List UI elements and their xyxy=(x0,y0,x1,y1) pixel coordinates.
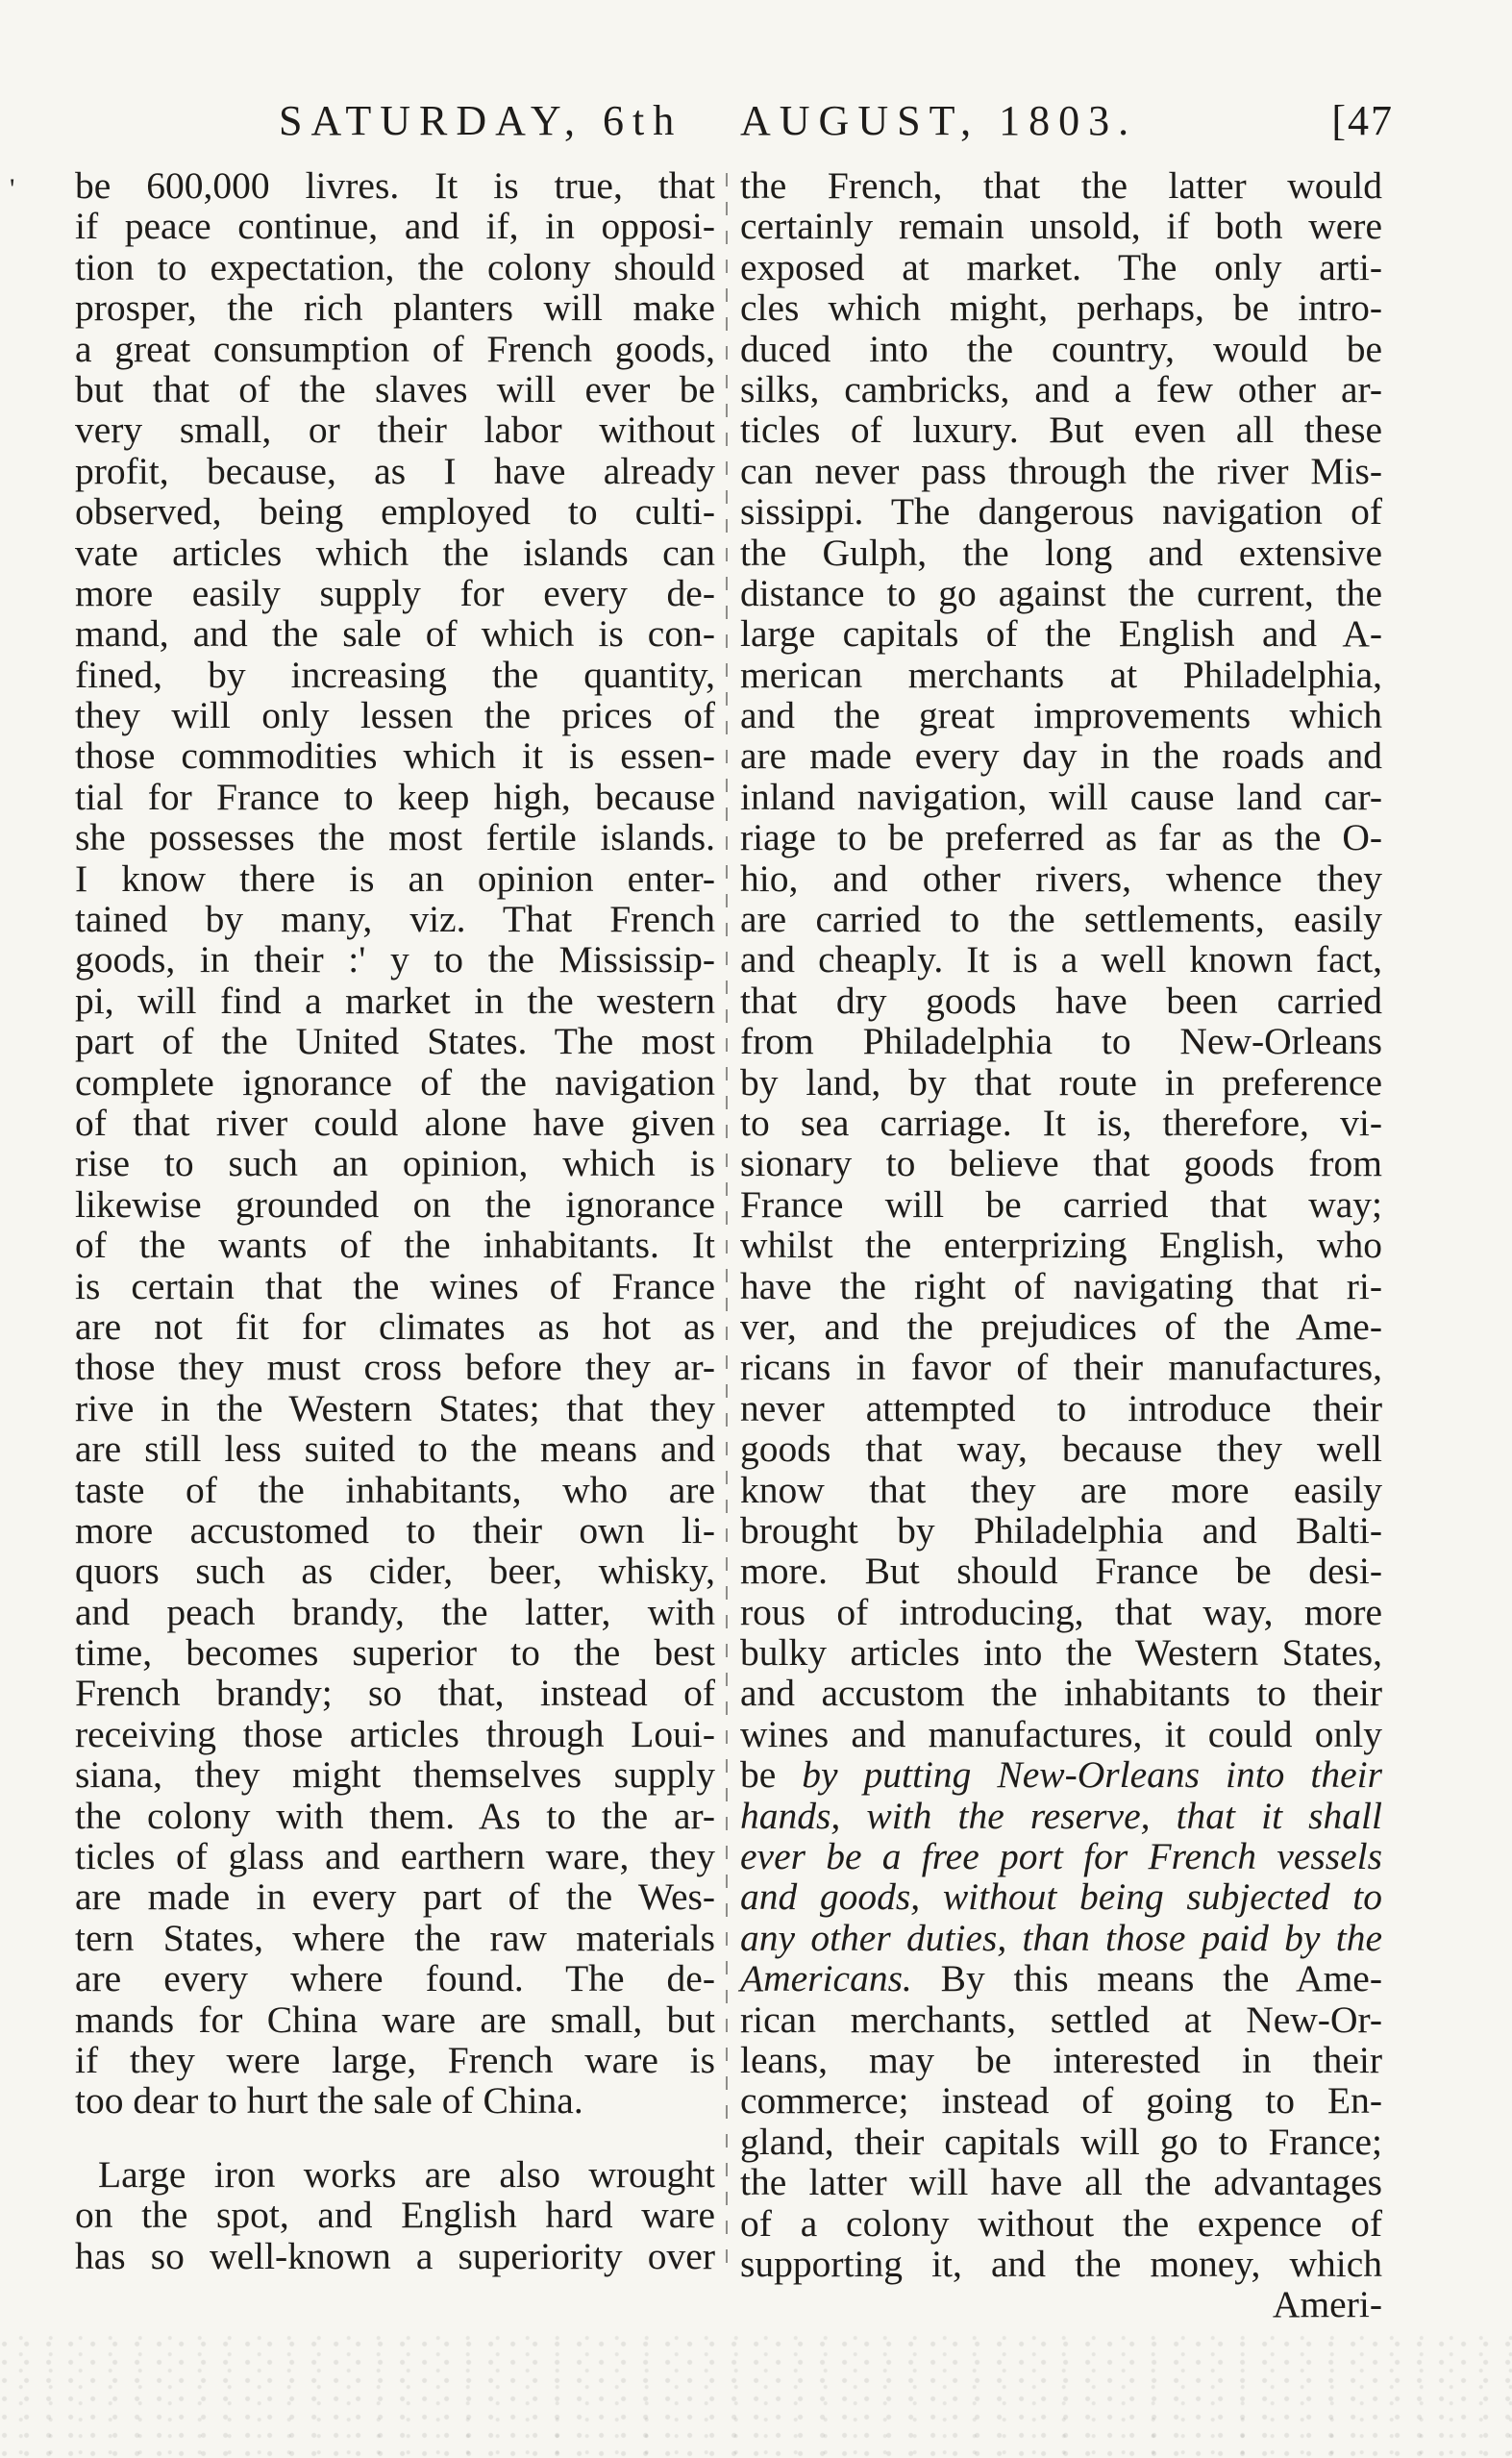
text-plain: By this means the Ame- xyxy=(911,1957,1382,2000)
text-line: and accustom the inhabitants to their xyxy=(740,1672,1382,1715)
text-line: more. But should France be desi- xyxy=(740,1550,1382,1593)
text-line: if peace continue, and if, in opposi- xyxy=(75,205,715,248)
text-line: rous of introducing, that way, more xyxy=(740,1590,1382,1633)
text-line: vate articles which the islands can xyxy=(75,531,715,574)
text-line: I know there is an opinion enter- xyxy=(75,857,715,900)
text-line: are made every day in the roads and xyxy=(740,734,1382,778)
text-line: more accustomed to their own li- xyxy=(75,1508,715,1552)
text-line: the latter will have all the advantages xyxy=(740,2161,1382,2204)
text-line: can never pass through the river Mis- xyxy=(740,449,1382,492)
text-line: has so well-known a superiority over xyxy=(75,2234,715,2277)
text-line: the Gulph, the long and extensive xyxy=(740,531,1382,574)
text-line: sionary to believe that goods from xyxy=(740,1142,1382,1185)
text-line: bulky articles into the Western States, xyxy=(740,1631,1382,1675)
text-line: by land, by that route in preference xyxy=(740,1060,1382,1104)
text-line: and peach brandy, the latter, with xyxy=(75,1590,715,1633)
text-line: observed, being employed to culti- xyxy=(75,490,715,534)
text-line: more easily supply for every de- xyxy=(75,571,715,614)
text-line: but that of the slaves will ever be xyxy=(75,367,715,410)
text-line: pi, will find a market in the western xyxy=(75,979,715,1022)
page-number: [47 xyxy=(1331,97,1394,144)
text-line: fined, by increasing the quantity, xyxy=(75,653,715,696)
text-line: large capitals of the English and A- xyxy=(740,612,1382,656)
text-line: merican merchants at Philadelphia, xyxy=(740,653,1382,696)
text-line: Large iron works are also wrought xyxy=(98,2152,715,2196)
text-line: distance to go against the current, the xyxy=(740,571,1382,614)
text-line: gland, their capitals will go to France; xyxy=(740,2120,1382,2163)
text-line: mand, and the sale of which is con- xyxy=(75,612,715,656)
text-line: receiving those articles through Loui- xyxy=(75,1712,715,1755)
text-line: are every where found. The de- xyxy=(75,1957,715,2000)
text-line: sissippi. The dangerous navigation of xyxy=(740,490,1382,534)
left-column-paragraph-1 xyxy=(75,165,715,2122)
text-line: quors such as cider, beer, whisky, xyxy=(75,1550,715,1593)
text-line: cles which might, perhaps, be intro- xyxy=(740,286,1382,330)
right-column-tail xyxy=(740,1999,1382,2285)
text-line: the colony with them. As to the ar- xyxy=(75,1794,715,1837)
text-line: ticles of luxury. But even all these xyxy=(740,409,1382,452)
paper-speckle xyxy=(0,2333,1512,2458)
text-line: are still less suited to the means and xyxy=(75,1428,715,1471)
text-line: supporting it, and the money, which xyxy=(740,2242,1382,2285)
text-line: France will be carried that way; xyxy=(740,1182,1382,1226)
text-line: likewise grounded on the ignorance xyxy=(75,1182,715,1226)
text-line: a great consumption of French goods, xyxy=(75,327,715,370)
text-line: brought by Philadelphia and Balti- xyxy=(740,1508,1382,1552)
text-plain: be xyxy=(740,1753,803,1797)
right-column-paragraph xyxy=(740,165,1382,1754)
header-date-right: AUGUST, 1803. xyxy=(740,97,1138,144)
text-line: mands for China ware are small, but xyxy=(75,1998,715,2041)
column-divider xyxy=(726,173,728,2269)
page-header xyxy=(279,96,1394,154)
text-line: taste of the inhabitants, who are xyxy=(75,1468,715,1511)
text-line: have the right of navigating that ri- xyxy=(740,1264,1382,1307)
text-line: is certain that the wines of France xyxy=(75,1264,715,1307)
text-line: silks, cambricks, and a few other ar- xyxy=(740,367,1382,410)
text-line: tion to expectation, the colony should xyxy=(75,245,715,288)
header-date-left: SATURDAY, 6th xyxy=(279,97,683,144)
text-line: goods that way, because they well xyxy=(740,1428,1382,1471)
text-line: very small, or their labor without xyxy=(75,409,715,452)
text-line: hands, with the reserve, that it shall xyxy=(740,1794,1382,1837)
text-line: and cheaply. It is a well known fact, xyxy=(740,938,1382,981)
text-line: to sea carriage. It is, therefore, vi- xyxy=(740,1101,1382,1144)
text-italic: by putting New-Orleans into their xyxy=(802,1753,1382,1797)
left-column xyxy=(75,165,715,2276)
text-line: rise to such an opinion, which is xyxy=(75,1142,715,1185)
text-line: they will only lessen the prices of xyxy=(75,694,715,737)
text-line: ricans in favor of their manufactures, xyxy=(740,1346,1382,1389)
text-line: leans, may be interested in their xyxy=(740,2038,1382,2081)
text-line: part of the United States. The most xyxy=(75,1020,715,1063)
text-line: those they must cross before they ar- xyxy=(75,1346,715,1389)
text-line: siana, they might themselves supply xyxy=(75,1753,715,1797)
text-line: commerce; instead of going to En- xyxy=(740,2079,1382,2123)
margin-mark: ' xyxy=(10,173,15,205)
text-line: French brandy; so that, instead of xyxy=(75,1672,715,1715)
text-line: rican merchants, settled at New-Or- xyxy=(740,1998,1382,2041)
text-line: are not fit for climates as hot as xyxy=(75,1304,715,1348)
text-line: and the great improvements which xyxy=(740,694,1382,737)
text-line: any other duties, than those paid by the xyxy=(740,1916,1382,1959)
text-line: know that they are more easily xyxy=(740,1468,1382,1511)
text-line: the French, that the latter would xyxy=(740,164,1382,207)
text-line: that dry goods have been carried xyxy=(740,979,1382,1022)
text-line-mixed-1 xyxy=(740,1754,1382,1795)
text-line: ticles of glass and earthern ware, they xyxy=(75,1835,715,1878)
text-line: be 600,000 livres. It is true, that xyxy=(75,164,715,207)
text-line: ver, and the prejudices of the Ame- xyxy=(740,1304,1382,1348)
text-line: she possesses the most fertile islands. xyxy=(75,816,715,859)
text-line: riage to be preferred as far as the O- xyxy=(740,816,1382,859)
text-line: hio, and other rivers, whence they xyxy=(740,857,1382,900)
text-line: if they were large, French ware is xyxy=(75,2038,715,2081)
text-line: those commodities which it is essen- xyxy=(75,734,715,778)
text-line: complete ignorance of the navigation xyxy=(75,1060,715,1104)
text-line: are carried to the settlements, easily xyxy=(740,898,1382,941)
text-line: rive in the Western States; that they xyxy=(75,1386,715,1429)
text-line: inland navigation, will cause land car- xyxy=(740,775,1382,818)
text-line: are made in every part of the Wes- xyxy=(75,1875,715,1919)
italic-passage xyxy=(740,1796,1382,1959)
text-line: from Philadelphia to New-Orleans xyxy=(740,1020,1382,1063)
text-line: never attempted to introduce their xyxy=(740,1386,1382,1429)
text-line: duced into the country, would be xyxy=(740,327,1382,370)
text-line-mixed-2 xyxy=(740,1958,1382,1999)
text-italic: Americans. xyxy=(740,1957,912,2000)
right-column xyxy=(740,165,1382,2325)
text-line: wines and manufactures, it could only xyxy=(740,1712,1382,1755)
text-line: of the wants of the inhabitants. It xyxy=(75,1224,715,1267)
text-line: prosper, the rich planters will make xyxy=(75,286,715,330)
text-line: tern States, where the raw materials xyxy=(75,1916,715,1959)
text-line: and goods, without being subjected to xyxy=(740,1875,1382,1919)
text-line: goods, in their :' y to the Mississip- xyxy=(75,938,715,981)
text-line: profit, because, as I have already xyxy=(75,449,715,492)
text-line: tained by many, viz. That French xyxy=(75,898,715,941)
text-line: whilst the enterprizing English, who xyxy=(740,1224,1382,1267)
text-line: tial for France to keep high, because xyxy=(75,775,715,818)
text-line: exposed at market. The only arti- xyxy=(740,245,1382,288)
text-line: certainly remain unsold, if both were xyxy=(740,205,1382,248)
text-line: on the spot, and English hard ware xyxy=(75,2194,715,2237)
text-line: of a colony without the expence of xyxy=(740,2201,1382,2245)
left-column-paragraph-2 xyxy=(75,2154,715,2276)
catchword: Ameri- xyxy=(1272,2283,1382,2326)
text-line: too dear to hurt the sale of China. xyxy=(75,2079,583,2123)
text-line: ever be a free port for French vessels xyxy=(740,1835,1382,1878)
text-line: of that river could alone have given xyxy=(75,1101,715,1144)
text-line: time, becomes superior to the best xyxy=(75,1631,715,1675)
